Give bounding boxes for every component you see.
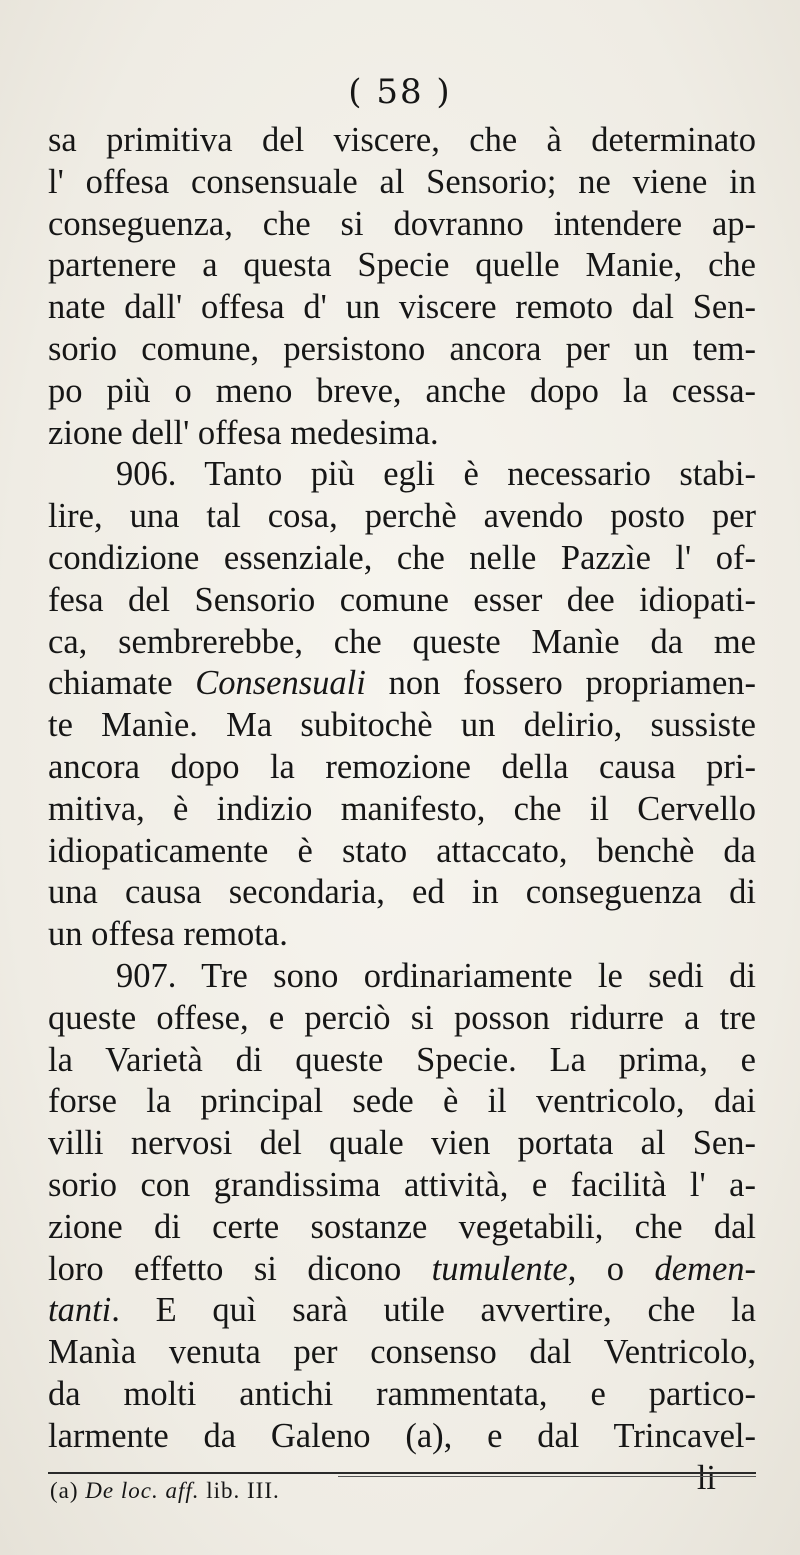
text-line: l' offesa consensuale al Sensorio; ne viene in: [48, 162, 756, 201]
text-line: un offesa remota.: [48, 915, 288, 954]
text-line: una causa secondaria, ed in conseguenza di: [48, 873, 756, 912]
text-fragment: . E quì sarà utile avvertire, che la: [111, 1291, 756, 1330]
text-line: ca, sembrerebbe, che queste Manìe da me: [48, 622, 756, 661]
text-fragment: non fossero propriamen-: [365, 664, 756, 703]
text-line: forse la principal sede è il ventricolo, dai: [48, 1082, 756, 1121]
paragraph-906-start: 906. Tanto più egli è necessario stabi-: [116, 455, 756, 494]
text-line: te Manìe. Ma subitochè un delirio, sussiste: [48, 706, 756, 745]
italic-term: tumulente: [431, 1249, 568, 1288]
text-line: fesa del Sensorio comune esser dee idiopati-: [48, 580, 756, 619]
page-number: ( 58 ): [348, 72, 452, 112]
text-fragment: , o: [567, 1249, 655, 1288]
text-line: mitiva, è indizio manifesto, che il Cervello: [48, 789, 756, 828]
italic-term: Consensuali: [195, 664, 366, 703]
footnote-divider-thin: [338, 1476, 756, 1477]
text-line: nate dall' offesa d' un viscere remoto dal Sen-: [48, 288, 756, 327]
catchword: li: [696, 1458, 716, 1497]
text-line: po più o meno breve, anche dopo la cessa-: [48, 371, 756, 410]
body-text: [48, 120, 756, 1499]
italic-term: tanti: [48, 1291, 112, 1330]
text-line: Manìa venuta per consenso dal Ventricolo,: [48, 1333, 756, 1372]
text-line: conseguenza, che si dovranno intendere ap-: [48, 204, 756, 243]
text-fragment: chiamate: [48, 664, 196, 703]
text-line: da molti antichi rammentata, e partico-: [48, 1374, 756, 1413]
footnote: [50, 1478, 280, 1504]
text-line: larmente da Galeno (a), e dal Trincavel-: [48, 1416, 756, 1455]
text-line: partenere a questa Specie quelle Manie, che: [48, 246, 756, 285]
footnote-source: De loc. aff.: [85, 1478, 200, 1503]
text-line-with-italic: [48, 663, 756, 705]
text-line: sorio con grandissima attività, e facilità l' a-: [48, 1165, 756, 1204]
footnote-divider: [48, 1472, 756, 1474]
text-line-with-italic: [48, 1290, 756, 1332]
text-line: zione di certe sostanze vegetabili, che dal: [48, 1207, 756, 1246]
text-line: villi nervosi del quale vien portata al Sen-: [48, 1124, 756, 1163]
text-line: ancora dopo la remozione della causa pri-: [48, 747, 756, 786]
footnote-reference: lib. III.: [206, 1478, 280, 1503]
text-line: condizione essenziale, che nelle Pazzìe l' of-: [48, 538, 756, 577]
text-line: lire, una tal cosa, perchè avendo posto per: [48, 497, 756, 536]
text-line: zione dell' offesa medesima.: [48, 413, 439, 452]
paragraph-907-start: 907. Tre sono ordinariamente le sedi di: [116, 956, 756, 995]
text-line-with-italic: [48, 1249, 756, 1291]
italic-term: demen-: [654, 1249, 756, 1288]
text-line: sa primitiva del viscere, che à determinato: [48, 121, 756, 159]
text-fragment: loro effetto si dicono: [48, 1249, 432, 1288]
text-line: la Varietà di queste Specie. La prima, e: [48, 1040, 756, 1079]
text-line: sorio comune, persistono ancora per un tem-: [48, 329, 756, 368]
footnote-marker: (a): [50, 1478, 79, 1503]
text-line: idiopaticamente è stato attaccato, benchè da: [48, 831, 756, 870]
text-line: queste offese, e perciò si posson ridurre a tre: [48, 998, 756, 1037]
